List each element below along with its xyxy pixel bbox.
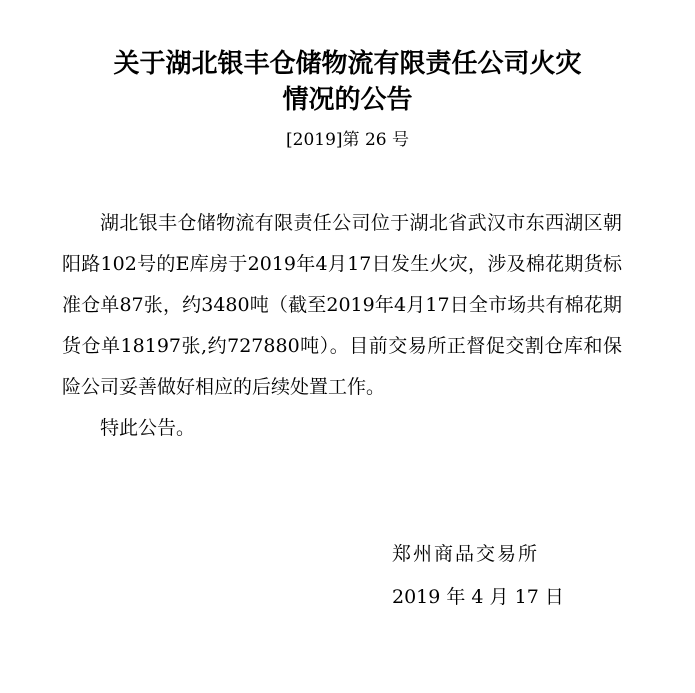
notice-title-line-1: 关于湖北银丰仓储物流有限责任公司火灾 [113, 49, 582, 79]
body-paragraph: 湖北银丰仓储物流有限责任公司位于湖北省武汉市东西湖区朝阳路102号的E库房于2019年4月17日发生火灾，涉及棉花期货标准仓单87张，约3480吨（截至2019年4月17日全市场共有棉花期货仓单18197张,约727880吨）。目前交易所正督促交割仓库和保险公司妥善做好相应的后续处置工作。 [62, 212, 622, 398]
issuer-name: 郑州商品交易所 [392, 543, 540, 565]
closing-statement: 特此公告。 [100, 417, 196, 439]
notice-body [62, 203, 622, 449]
document-number: [2019]第 26 号 [286, 130, 409, 150]
notice-title-line-2: 情况的公告 [282, 85, 413, 115]
issue-date: 2019 年 4 月 17 日 [392, 586, 564, 608]
